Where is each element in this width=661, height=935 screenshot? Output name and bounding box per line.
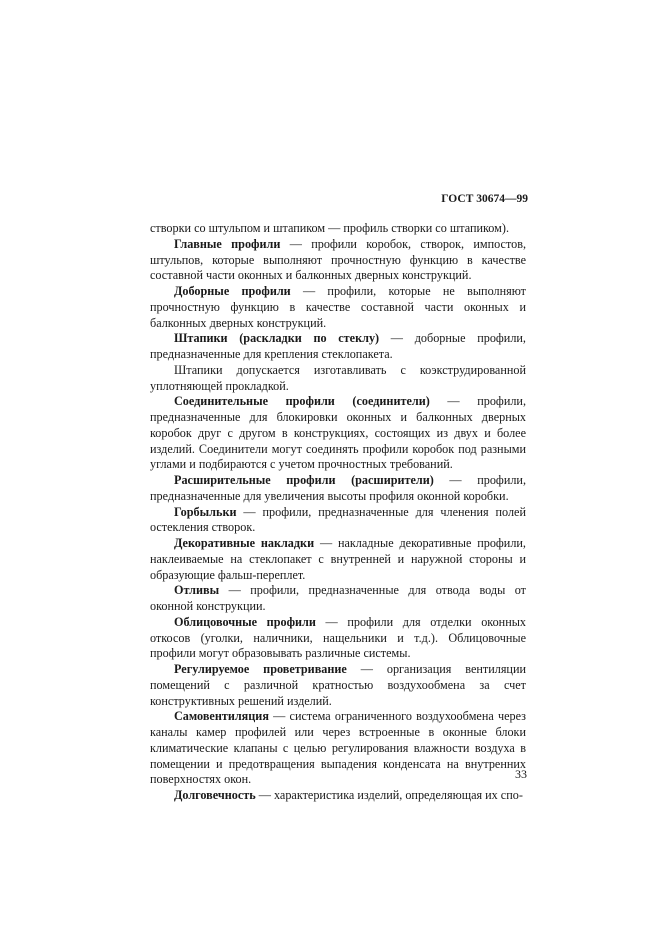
term-main-profiles: Главные профили: [174, 236, 281, 251]
paragraph-adjustable-ventilation: [150, 662, 526, 709]
paragraph-self-ventilation: [150, 709, 526, 788]
term-drip-profiles: Отливы: [174, 583, 220, 598]
definition-expanders: — профили, предназначенные для увеличения высоты профиля оконной коробки.: [150, 473, 526, 503]
definition-muntins: — профили, предназначенные для членения полей остекления створок.: [150, 504, 526, 535]
paragraph-continuation: [150, 221, 526, 237]
paragraph-text: створки со штульпом и штапиком — профиль створки со штапиком).: [150, 221, 509, 235]
definition-facing-profiles: — профили для отделки оконных откосов (уголки, наличники, нащельники и т.д.). Облицовочные профили могут образовывать различные системы.: [150, 614, 527, 661]
term-self-ventilation: Самовентиляция: [174, 709, 269, 724]
definition-durability: — характеристика изделий, определяющая их спо-: [255, 788, 523, 802]
term-expanders: Расширительные профили (расширители): [174, 473, 434, 487]
paragraph-facing-profiles: [150, 615, 526, 662]
page-number: 33: [515, 767, 527, 781]
term-additional-profiles: Доборные профили: [174, 284, 291, 298]
term-connectors: Соединительные профили (соединители): [174, 394, 430, 409]
term-adjustable-ventilation: Регулируемое проветривание: [174, 662, 347, 676]
document-code: ГОСТ 30674—99: [441, 193, 528, 205]
definition-self-ventilation: — система ограниченного воздухообмена через каналы камер профилей или через встроенные в оконные блоки климатические клапаны с целью регулирования влажности воздуха в помещении и предотвращения выпадения конденсата на внутренних поверхностях окон.: [150, 709, 526, 787]
paragraph-main-profiles: [150, 237, 526, 284]
page-body: [150, 221, 526, 804]
term-durability: Долговечность: [174, 788, 256, 802]
paragraph-expanders: [150, 473, 526, 505]
paragraph-decorative-overlays: [150, 536, 526, 583]
definition-additional-profiles: — профили, которые не выполняют прочностную функцию в качестве составной части оконных и балконных дверных конструкций.: [150, 284, 526, 330]
definition-glazing-beads: — доборные профили, предназначенные для крепления стеклопакета.: [150, 331, 526, 361]
paragraph-drip-profiles: [150, 583, 526, 615]
paragraph-connectors: [150, 394, 526, 473]
paragraph-durability: [150, 788, 526, 804]
paragraph-additional-profiles: [150, 284, 526, 331]
term-glazing-beads: Штапики (раскладки по стеклу): [174, 331, 380, 346]
paragraph-glazing-beads-note: [150, 363, 526, 395]
paragraph-glazing-beads: [150, 331, 526, 363]
definition-main-profiles: — профили коробок, створок, импостов, штульпов, которые выполняют прочностную функцию в качестве составной части оконных и балконных дверных конструкций.: [150, 236, 527, 283]
term-muntins: Горбыльки: [174, 504, 237, 519]
paragraph-muntins: [150, 505, 526, 537]
definition-decorative-overlays: — накладные декоративные профили, наклеиваемые на стеклопакет с внутренней и наружной стороны и образующие фальш-переплет.: [150, 536, 526, 582]
definition-drip-profiles: — профили, предназначенные для отвода воды от оконной конструкции.: [150, 583, 526, 613]
paragraph-text: Штапики допускается изготавливать с коэкструдированной уплотняющей прокладкой.: [150, 362, 526, 393]
term-decorative-overlays: Декоративные накладки: [174, 536, 315, 550]
term-facing-profiles: Облицовочные профили: [174, 614, 316, 629]
definition-connectors: — профили, предназначенные для блокировки оконных и балконных дверных коробок друг с другом в конструкциях, состоящих из двух и более изделий. Соединители могут соединять профили коробок под разными углами и подбираются с учетом прочностных требований.: [150, 394, 526, 472]
definition-adjustable-ventilation: — организация вентиляции помещений с различной кратностью воздухообмена за счет конструктивных решений изделий.: [150, 662, 526, 708]
